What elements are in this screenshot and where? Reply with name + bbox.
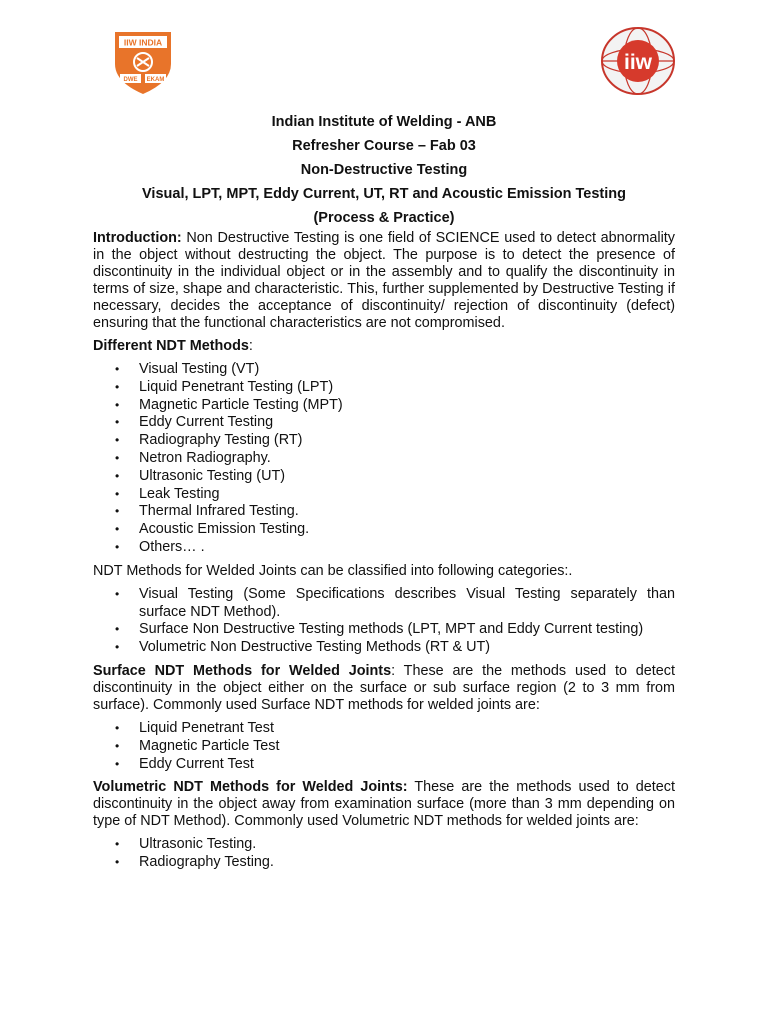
bullet-icon: • [115,640,120,655]
list-item: • Netron Radiography. [115,449,271,466]
title-course: Refresher Course – Fab 03 [292,138,476,154]
volumetric-label: Volumetric NDT Methods for Welded Joints: [93,779,408,796]
bullet-icon: • [115,415,120,430]
categories-intro: NDT Methods for Welded Joints can be classified into following categories:. [93,562,573,579]
logo-left-ekam: EKAM [146,77,165,83]
volumetric-list [93,836,675,872]
list-item: • Eddy Current Test [115,755,254,772]
list-item: • Thermal Infrared Testing. [115,503,299,520]
iiw-globe-logo [600,26,676,96]
iiw-india-logo [113,30,173,96]
list-item: • Visual Testing (VT) [115,361,260,377]
list-item: • Radiography Testing. [115,854,274,871]
bullet-icon: • [115,837,120,852]
volumetric-text: These are the methods used to detect discontinuity in the object away from examination surface (more than 3 mm depending on type of NDT Method). Commonly used Volumetric NDT methods for welded joints are: [93,779,675,830]
list-item: • Ultrasonic Testing (UT) [115,467,286,484]
bullet-icon: • [115,720,120,735]
list-item: • Visual Testing (Some Specifications describes Visual Testing separately than surface NDT Method). [115,585,675,620]
bullet-icon: • [115,522,120,537]
categories-list [93,586,675,657]
title-subject: Non-Destructive Testing [300,162,468,178]
volumetric-paragraph [93,779,675,830]
logo-left-title: IIW INDIA [123,37,163,48]
surface-paragraph [93,663,675,714]
bullet-icon: • [115,504,120,519]
bullet-icon: • [115,622,120,637]
list-item: • Acoustic Emission Testing. [115,521,310,538]
bullet-icon: • [115,468,120,483]
intro-label: Introduction: [93,230,182,246]
surface-list [93,720,675,773]
bullet-icon: • [115,539,120,554]
bullet-icon: • [115,397,120,412]
title-block [93,110,675,230]
list-item: • Radiography Testing (RT) [115,432,303,449]
list-item: • Liquid Penetrant Test [115,719,274,736]
bullet-icon: • [115,586,120,601]
intro-text: Non Destructive Testing is one field of SCIENCE used to detect abnormality in the object without destructing the object. The purpose is to detect the presence of discontinuity in the individual object or in the assembly and to qualify the discontinuity in terms of size, shape and characteristic. This, further supplemented by Destructive Testing if necessary, decides the acceptance of discontinuity/ rejection of discontinuity (defect) ensuring that the functional characteristics are not compromised. [93,230,675,331]
surface-label: Surface NDT Methods for Welded Joints [93,662,392,679]
list-item: • Others… . [115,538,205,555]
methods-list [93,361,675,557]
list-item: • Magnetic Particle Testing (MPT) [115,396,343,413]
list-item: • Ultrasonic Testing. [115,836,257,853]
bullet-icon: • [115,756,120,771]
list-item: • Surface Non Destructive Testing methods (LPT, MPT and Eddy Current testing) [115,621,644,638]
intro-paragraph [93,230,675,332]
surface-text: : These are the methods used to detect discontinuity in the object either on the surface or sub surface region (2 to 3 mm from surface). Commonly used Surface NDT methods for welded joints are: [93,662,675,713]
title-process: (Process & Practice) [313,210,455,226]
title-institute: Indian Institute of Welding - ANB [271,114,497,130]
list-item: • Eddy Current Testing [115,414,274,431]
list-item: • Volumetric Non Destructive Testing Methods (RT & UT) [115,639,491,656]
bullet-icon: • [115,486,120,501]
list-item: • Liquid Penetrant Testing (LPT) [115,378,334,395]
bullet-icon: • [115,855,120,870]
methods-heading-colon: : [248,338,253,354]
bullet-icon: • [115,379,120,394]
title-methods: Visual, LPT, MPT, Eddy Current, UT, RT and Acoustic Emission Testing [142,186,626,202]
bullet-icon: • [115,362,120,376]
methods-heading-text: Different NDT Methods [93,338,249,354]
bullet-icon: • [115,450,120,465]
list-item: • Leak Testing [115,485,220,502]
logo-left-dwe: DWE [123,77,138,83]
methods-heading [93,338,675,355]
list-item: • Magnetic Particle Test [115,737,280,754]
bullet-icon: • [115,738,120,753]
bullet-icon: • [115,433,120,448]
logo-right-text: iiw [623,51,653,74]
document-body [93,230,675,878]
